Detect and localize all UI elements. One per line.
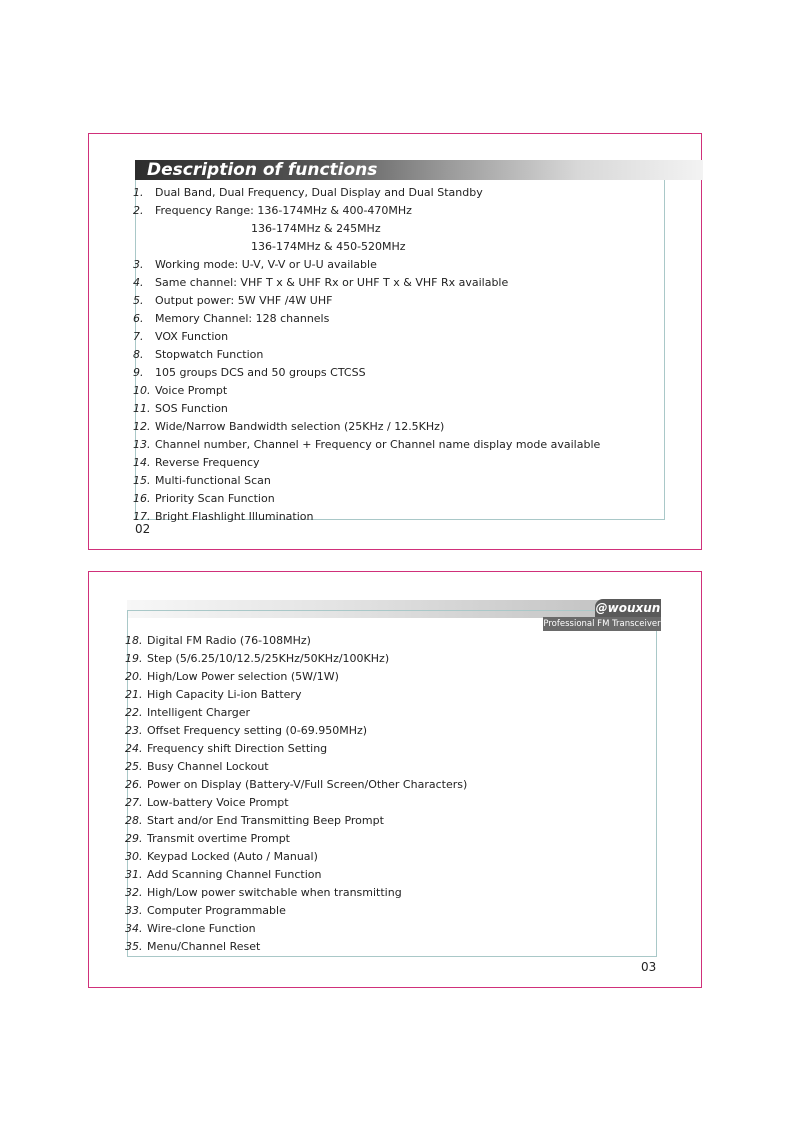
feature-item: [133, 256, 600, 274]
feature-text: Low-battery Voice Prompt: [147, 796, 289, 809]
feature-item: [133, 382, 600, 400]
feature-number: 14.: [133, 456, 151, 469]
feature-number: 22.: [125, 706, 143, 719]
feature-item: [133, 274, 600, 292]
manual-page-02: [88, 133, 702, 550]
feature-text: Bright Flashlight Illumination: [155, 510, 314, 523]
feature-item: [125, 686, 467, 704]
logo-icon: @: [595, 601, 608, 615]
feature-text: High/Low power switchable when transmitting: [147, 886, 402, 899]
feature-number: 12.: [133, 420, 151, 433]
feature-item: [125, 884, 467, 902]
feature-list: [133, 184, 600, 526]
feature-item: [133, 436, 600, 454]
feature-number: 19.: [125, 652, 143, 665]
section-title-bar: [135, 160, 703, 180]
feature-number: 25.: [125, 760, 143, 773]
feature-number: 1.: [133, 186, 144, 199]
feature-text: Menu/Channel Reset: [147, 940, 261, 953]
feature-list: [125, 632, 467, 956]
feature-item: [133, 400, 600, 418]
feature-text: Dual Band, Dual Frequency, Dual Display and Dual Standby: [155, 186, 483, 199]
feature-item: [125, 740, 467, 758]
feature-text: Wire-clone Function: [147, 922, 256, 935]
feature-number: 5.: [133, 294, 144, 307]
feature-text: Frequency Range: 136-174MHz & 400-470MHz: [155, 204, 412, 217]
feature-item: [125, 812, 467, 830]
feature-number: 20.: [125, 670, 143, 683]
feature-text: Stopwatch Function: [155, 348, 264, 361]
feature-item: [125, 830, 467, 848]
feature-text: Power on Display (Battery-V/Full Screen/Other Characters): [147, 778, 468, 791]
feature-text: Multi-functional Scan: [155, 474, 271, 487]
feature-item: [125, 722, 467, 740]
logo-subtitle: Professional FM Transceiver: [543, 619, 661, 629]
feature-item: [133, 418, 600, 436]
feature-number: 21.: [125, 688, 143, 701]
manual-page-03: [88, 571, 702, 988]
feature-text: Transmit overtime Prompt: [147, 832, 290, 845]
feature-text: Digital FM Radio (76-108MHz): [147, 634, 311, 647]
feature-item: [133, 202, 600, 220]
page-number: 02: [135, 522, 151, 536]
feature-number: 11.: [133, 402, 151, 415]
feature-number: 33.: [125, 904, 143, 917]
feature-text: Keypad Locked (Auto / Manual): [147, 850, 318, 863]
brand-logo: [543, 599, 661, 631]
feature-item: [133, 490, 600, 508]
feature-text: 105 groups DCS and 50 groups CTCSS: [155, 366, 366, 379]
feature-text: 136-174MHz & 245MHz: [251, 222, 381, 235]
feature-number: 8.: [133, 348, 144, 361]
feature-item: [133, 454, 600, 472]
feature-item: [125, 848, 467, 866]
feature-number: 34.: [125, 922, 143, 935]
feature-text: 136-174MHz & 450-520MHz: [251, 240, 406, 253]
feature-text: Start and/or End Transmitting Beep Prompt: [147, 814, 384, 827]
feature-text: Frequency shift Direction Setting: [147, 742, 328, 755]
feature-item: [125, 866, 467, 884]
feature-item: [125, 920, 467, 938]
feature-text: Working mode: U-V, V-V or U-U available: [155, 258, 377, 271]
feature-number: 16.: [133, 492, 151, 505]
feature-item: [133, 184, 600, 202]
feature-text: High Capacity Li-ion Battery: [147, 688, 302, 701]
page-number: 03: [641, 960, 657, 974]
feature-number: 35.: [125, 940, 143, 953]
feature-item: [133, 238, 600, 256]
feature-item: [125, 704, 467, 722]
feature-item: [125, 776, 467, 794]
feature-number: 2.: [133, 204, 144, 217]
feature-number: 6.: [133, 312, 144, 325]
feature-text: Output power: 5W VHF /4W UHF: [155, 294, 333, 307]
feature-item: [133, 364, 600, 382]
section-title: Description of functions: [147, 160, 378, 180]
feature-text: Voice Prompt: [155, 384, 228, 397]
feature-item: [133, 310, 600, 328]
feature-number: 28.: [125, 814, 143, 827]
feature-number: 10.: [133, 384, 151, 397]
feature-number: 26.: [125, 778, 143, 791]
feature-number: 13.: [133, 438, 151, 451]
feature-text: Computer Programmable: [147, 904, 286, 917]
feature-number: 15.: [133, 474, 151, 487]
logo-wordmark: [595, 599, 661, 618]
feature-number: 9.: [133, 366, 144, 379]
feature-number: 29.: [125, 832, 143, 845]
feature-number: 30.: [125, 850, 143, 863]
feature-text: Intelligent Charger: [147, 706, 250, 719]
feature-item: [133, 472, 600, 490]
feature-text: High/Low Power selection (5W/1W): [147, 670, 339, 683]
feature-text: Add Scanning Channel Function: [147, 868, 322, 881]
feature-text: Busy Channel Lockout: [147, 760, 269, 773]
feature-text: Memory Channel: 128 channels: [155, 312, 330, 325]
feature-number: 27.: [125, 796, 143, 809]
feature-number: 3.: [133, 258, 144, 271]
feature-text: Step (5/6.25/10/12.5/25KHz/50KHz/100KHz): [147, 652, 390, 665]
feature-number: 32.: [125, 886, 143, 899]
feature-number: 31.: [125, 868, 143, 881]
feature-item: [125, 938, 467, 956]
feature-text: Channel number, Channel + Frequency or Channel name display mode available: [155, 438, 601, 451]
feature-text: SOS Function: [155, 402, 228, 415]
feature-text: VOX Function: [155, 330, 229, 343]
feature-text: Reverse Frequency: [155, 456, 260, 469]
feature-text: Same channel: VHF T x & UHF Rx or UHF T x & VHF Rx available: [155, 276, 509, 289]
feature-item: [125, 668, 467, 686]
feature-number: 7.: [133, 330, 144, 343]
feature-number: 4.: [133, 276, 144, 289]
feature-text: Offset Frequency setting (0-69.950MHz): [147, 724, 368, 737]
feature-item: [125, 794, 467, 812]
feature-text: Priority Scan Function: [155, 492, 275, 505]
feature-number: 17.: [133, 510, 151, 523]
feature-number: 23.: [125, 724, 143, 737]
feature-item: [125, 650, 467, 668]
feature-item: [125, 902, 467, 920]
feature-number: 18.: [125, 634, 143, 647]
feature-item: [133, 220, 600, 238]
feature-item: [133, 508, 600, 526]
feature-item: [133, 346, 600, 364]
feature-text: Wide/Narrow Bandwidth selection (25KHz / 12.5KHz): [155, 420, 445, 433]
feature-item: [125, 758, 467, 776]
feature-item: [133, 292, 600, 310]
feature-item: [125, 632, 467, 650]
logo-text: wouxun: [607, 601, 661, 615]
feature-item: [133, 328, 600, 346]
feature-number: 24.: [125, 742, 143, 755]
